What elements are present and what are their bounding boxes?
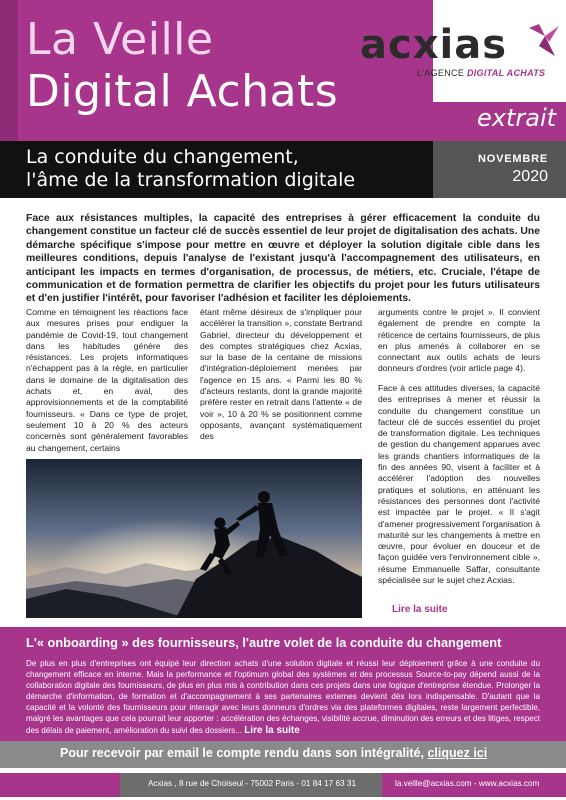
cta-click-here-link[interactable]: cliquez ici: [427, 746, 488, 760]
cta-message: [60, 746, 487, 760]
issue-date: [433, 141, 566, 198]
silhouette-photo: [26, 459, 362, 618]
extrait-badge: [433, 102, 566, 141]
acxias-logo[interactable]: [360, 0, 566, 102]
article-column-2: étant même désireux de s'impliquer pour accélérer la transition », constate Bertrand Gabriel, directeur du développement et des comptes stratégiques chez Acxias, sur la base de la centaine de missions d'intégration-déploiement menées par l'agence en 15 ans. « Parmi les 80 % d'acteurs restants, dont la grande majorité préfère rester en retrait dans l'attente « de voir », 10 à 20 % se positionnent comme opposants, avançant systématiquement des: [200, 307, 362, 442]
header: [0, 0, 566, 141]
tagline-prefix: L'AGENCE: [417, 68, 465, 78]
footer-contact[interactable]: la.veille@acxias.com - www.acxias.com: [395, 779, 540, 788]
issue-month: NOVEMBRE: [478, 153, 548, 165]
article-headline: [26, 146, 355, 192]
read-more-link[interactable]: Lire la suite: [392, 604, 448, 615]
headline-line2: l'âme de la transformation digitale: [26, 169, 356, 191]
subheader-bar: [0, 141, 566, 198]
article-column-3: Face à ces attitudes diverses, la capacité des entreprises à mener et réussir la conduite du changement constitue un facteur clé de succès essentiel du projet de transformation digitale. Les techniques de gestion du changement apparues avec les grands chantiers informatiques de la fin des années 90, visent à faciliter et à accélérer l'adoption des nouvelles pratiques et solutions, en atténuant les résistances des personnes dont l'activité est impactée par le projet. « Il s'agit d'amener progressivement l'organisation à maturité sur les changements à mettre en œuvre, pour évoluer en douceur et de façon guidée vers l'environnement cible », résume Emmanuelle Saffar, consultante spécialisée sur le sujet chez Acxias.: [378, 383, 540, 586]
footer: [0, 768, 566, 800]
intro-paragraph: Face aux résistances multiples, la capacité des entreprises à gérer efficacement la conduite du changement constitue un facteur clé de succès essentiel de leur projet de digitalisation des achats. Une démarche spécifique s'impose pour mettre en œuvre et déployer la solution digitale cible dans les meilleures conditions, depuis l'analyse de l'existant jusqu'à l'accompagnement des utilisateurs, en anticipant les impacts en termes d'organisation, de processus, de métiers, etc. Cruciale, l'étape de communication et de formation permettra de clarifier les objectifs du projet pour les futurs utilisateurs et d'en justifier l'intérêt, pour favoriser l'adhésion et faciliter les déploiements.: [26, 213, 540, 305]
tagline-highlight: DIGITAL ACHATS: [466, 68, 546, 78]
onboarding-title: L'« onboarding » des fournisseurs, l'autre volet de la conduite du changement: [26, 635, 502, 650]
onboarding-body: [26, 658, 540, 736]
mountain-helping-hand-image: [26, 459, 362, 618]
logo-wordmark: acxias: [360, 22, 508, 68]
headline-line1: La conduite du changement,: [26, 146, 299, 168]
extrait-label: extrait: [477, 104, 557, 132]
cta-text: Pour recevoir par email le compte rendu dans son intégralité,: [60, 746, 424, 760]
onboarding-section: [0, 627, 566, 741]
onboarding-text: De plus en plus d'entreprises ont équipé leur direction achats d'une solution digitale et réussi leur déploiement grâce à une conduite du changement efficace en interne. Mais la performance et l'optimum global des systèmes et des processus Source-to-pay dépend aussi de la collaboration digitale des fournisseurs, de plus en plus mis à contribution dans ces projets dans une logique d'entreprise étendue. Prolonger la démarche d'information, de formation et d'accompagnement à ses partenaires externes devient dès lors indispensable. D'autant que la capacité et la volonté des fournisseurs pour interagir avec leurs donneurs d'ordres via des plateformes digitales, reste largement perfectible, malgré les avantages que cela pourrait leur apporter : accélération des échanges, visibilité accrue, diminution des erreurs et des litiges, respect des délais de paiement, amélioration du suivi des dossiers...: [26, 659, 540, 735]
onboarding-read-more-link[interactable]: Lire la suite: [244, 724, 300, 736]
logo-star-icon: [525, 22, 561, 58]
article-column-3-top: arguments contre le projet ». Il convient également de prendre en compte la réticence de certains fournisseurs, de plus en plus amenés à collaborer en se connectant aux outils achats de leurs donneurs d'ordres (voir article page 4).: [378, 307, 540, 374]
article-column-1: Comme en témoignent les réactions face aux mesures prises pour endiguer la pandémie de Covid-19, tout changement dans les habitudes génère des résistances. Les projets informatiques n'échappent pas à la règle, en particulier dans le domaine de la digitalisation des achats et, en aval, des approvisionnements et de la comptabilité fournisseurs. « Dans ce type de projet, seulement 10 à 20 % des acteurs concernés sont généralement favorables au changement, certains: [26, 307, 188, 453]
logo-tagline: [417, 68, 545, 78]
footer-address: Acxias , 8 rue de Choiseul - 75002 Paris - 01 84 17 63 31: [148, 779, 356, 788]
newsletter-title-line2: Digital Achats: [26, 66, 339, 117]
cta-bar: [0, 741, 566, 768]
footer-accent-left: [0, 773, 120, 797]
newsletter-title-line1: La Veille: [26, 14, 214, 65]
issue-year: 2020: [512, 168, 548, 185]
banner-accent-strip: [0, 0, 18, 141]
